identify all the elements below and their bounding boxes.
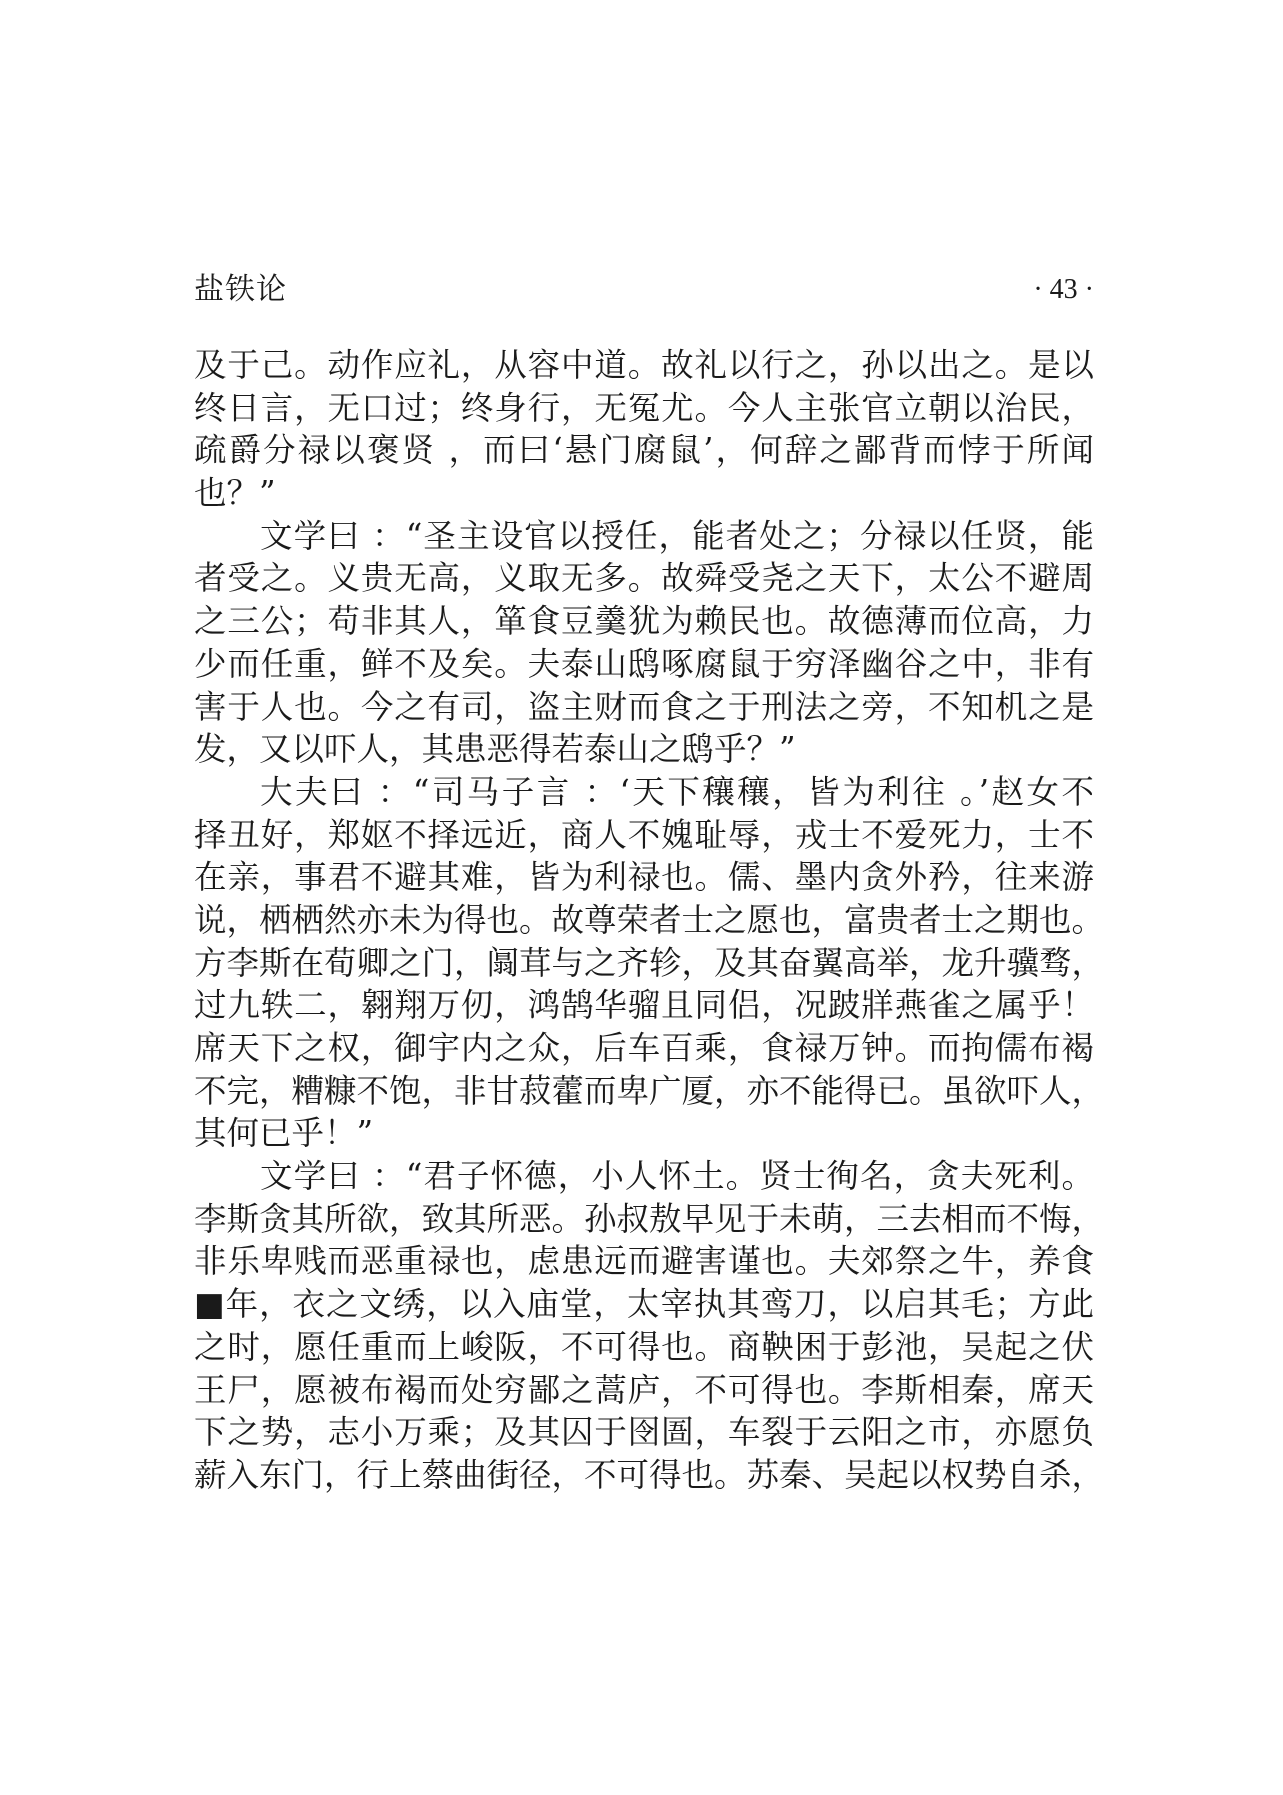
text-line: 终日言，无口过；终身行，无冤尤。今人主张官立朝以治民， <box>194 388 1094 427</box>
text-line: 之时，愿任重而上峻阪，不可得也。商鞅困于彭池，吴起之伏 <box>194 1327 1094 1366</box>
text-line: 王尸，愿被布褐而处穷鄙之蒿庐，不可得也。李斯相秦，席天 <box>194 1370 1094 1409</box>
text-line: 席天下之权，御宇内之众，后车百乘，食禄万钟。而拘儒布褐 <box>194 1029 1094 1067</box>
text-line: 其何已乎！” <box>194 1114 374 1153</box>
text-line: ■年，衣之文绣，以入庙堂，太宰执其鸾刀，以启其毛；方此 <box>194 1285 1094 1324</box>
paragraph-dafu <box>194 771 1105 1155</box>
text-line: 文学曰 ：“君子怀德，小人怀土。贤士徇名，贪夫死利。 <box>260 1157 1094 1196</box>
text-line: 之三公；苟非其人，箪食豆羹犹为赖民也。故德薄而位高，力 <box>194 602 1094 641</box>
text-line: 择丑好，郑妪不择远近，商人不媿耻辱，戎士不爱死力，士不 <box>194 815 1094 854</box>
book-title: 盐铁论 <box>194 272 287 307</box>
text-line: 李斯贪其所欲，致其所恶。孙叔敖早见于未萌，三去相而不悔， <box>194 1199 1105 1238</box>
text-line: 在亲，事君不避其难，皆为利禄也。儒、墨内贪外矜，往来游 <box>194 858 1094 897</box>
text-line: 少而任重，鲜不及矣。夫泰山鸱啄腐鼠于穷泽幽谷之中，非有 <box>194 644 1094 683</box>
text-line: 疏爵分禄以褒贤 ，而曰‘悬门腐鼠’，何辞之鄙背而悖于所闻 <box>194 431 1094 470</box>
text-line: 下之势，志小万乘；及其囚于囹圄，车裂于云阳之市，亦愿负 <box>194 1413 1094 1452</box>
text-line: 不完，糟糠不饱，非甘菽藿而卑广厦，亦不能得已。虽欲吓人， <box>194 1071 1105 1110</box>
paragraph-wenxue-1 <box>194 515 1094 771</box>
text-line: 方李斯在荀卿之门，阘茸与之齐轸，及其奋翼高举，龙升骥骛， <box>194 943 1105 982</box>
body-text <box>194 344 1105 1497</box>
text-line: 发，又以吓人，其患恶得若泰山之鸱乎？” <box>194 730 796 769</box>
text-line: 也？” <box>194 474 276 513</box>
text-line: 大夫曰 ：“司马子言 ：‘天下穰穰，皆为利往 。’赵女不 <box>260 772 1094 811</box>
text-line: 者受之。义贵无高，义取无多。故舜受尧之天下，太公不避周 <box>194 559 1094 598</box>
text-line: 过九轶二，翱翔万仞，鸿鹄华骝且同侣，况跛牂燕雀之属乎！ <box>194 986 1094 1025</box>
paragraph-continued <box>194 344 1094 515</box>
text-line: 薪入东门，行上蔡曲街径，不可得也。苏秦、吴起以权势自杀， <box>194 1455 1105 1494</box>
text-line: 文学曰 ：“圣主设官以授任，能者处之；分禄以任贤，能 <box>260 516 1094 555</box>
text-line: 害于人也。今之有司，盗主财而食之于刑法之旁，不知机之是 <box>194 687 1094 726</box>
text-line: 及于己。动作应礼，从容中道。故礼以行之，孙以出之。是以 <box>194 346 1094 384</box>
text-line: 非乐卑贱而恶重禄也，虑患远而避害谨也。夫郊祭之牛，养食 <box>194 1242 1094 1281</box>
paragraph-wenxue-2 <box>194 1155 1105 1497</box>
page-number: · 43 · <box>1033 274 1094 305</box>
text-line: 说，栖栖然亦未为得也。故尊荣者士之愿也，富贵者士之期也。 <box>194 900 1105 939</box>
running-header <box>194 268 1094 312</box>
